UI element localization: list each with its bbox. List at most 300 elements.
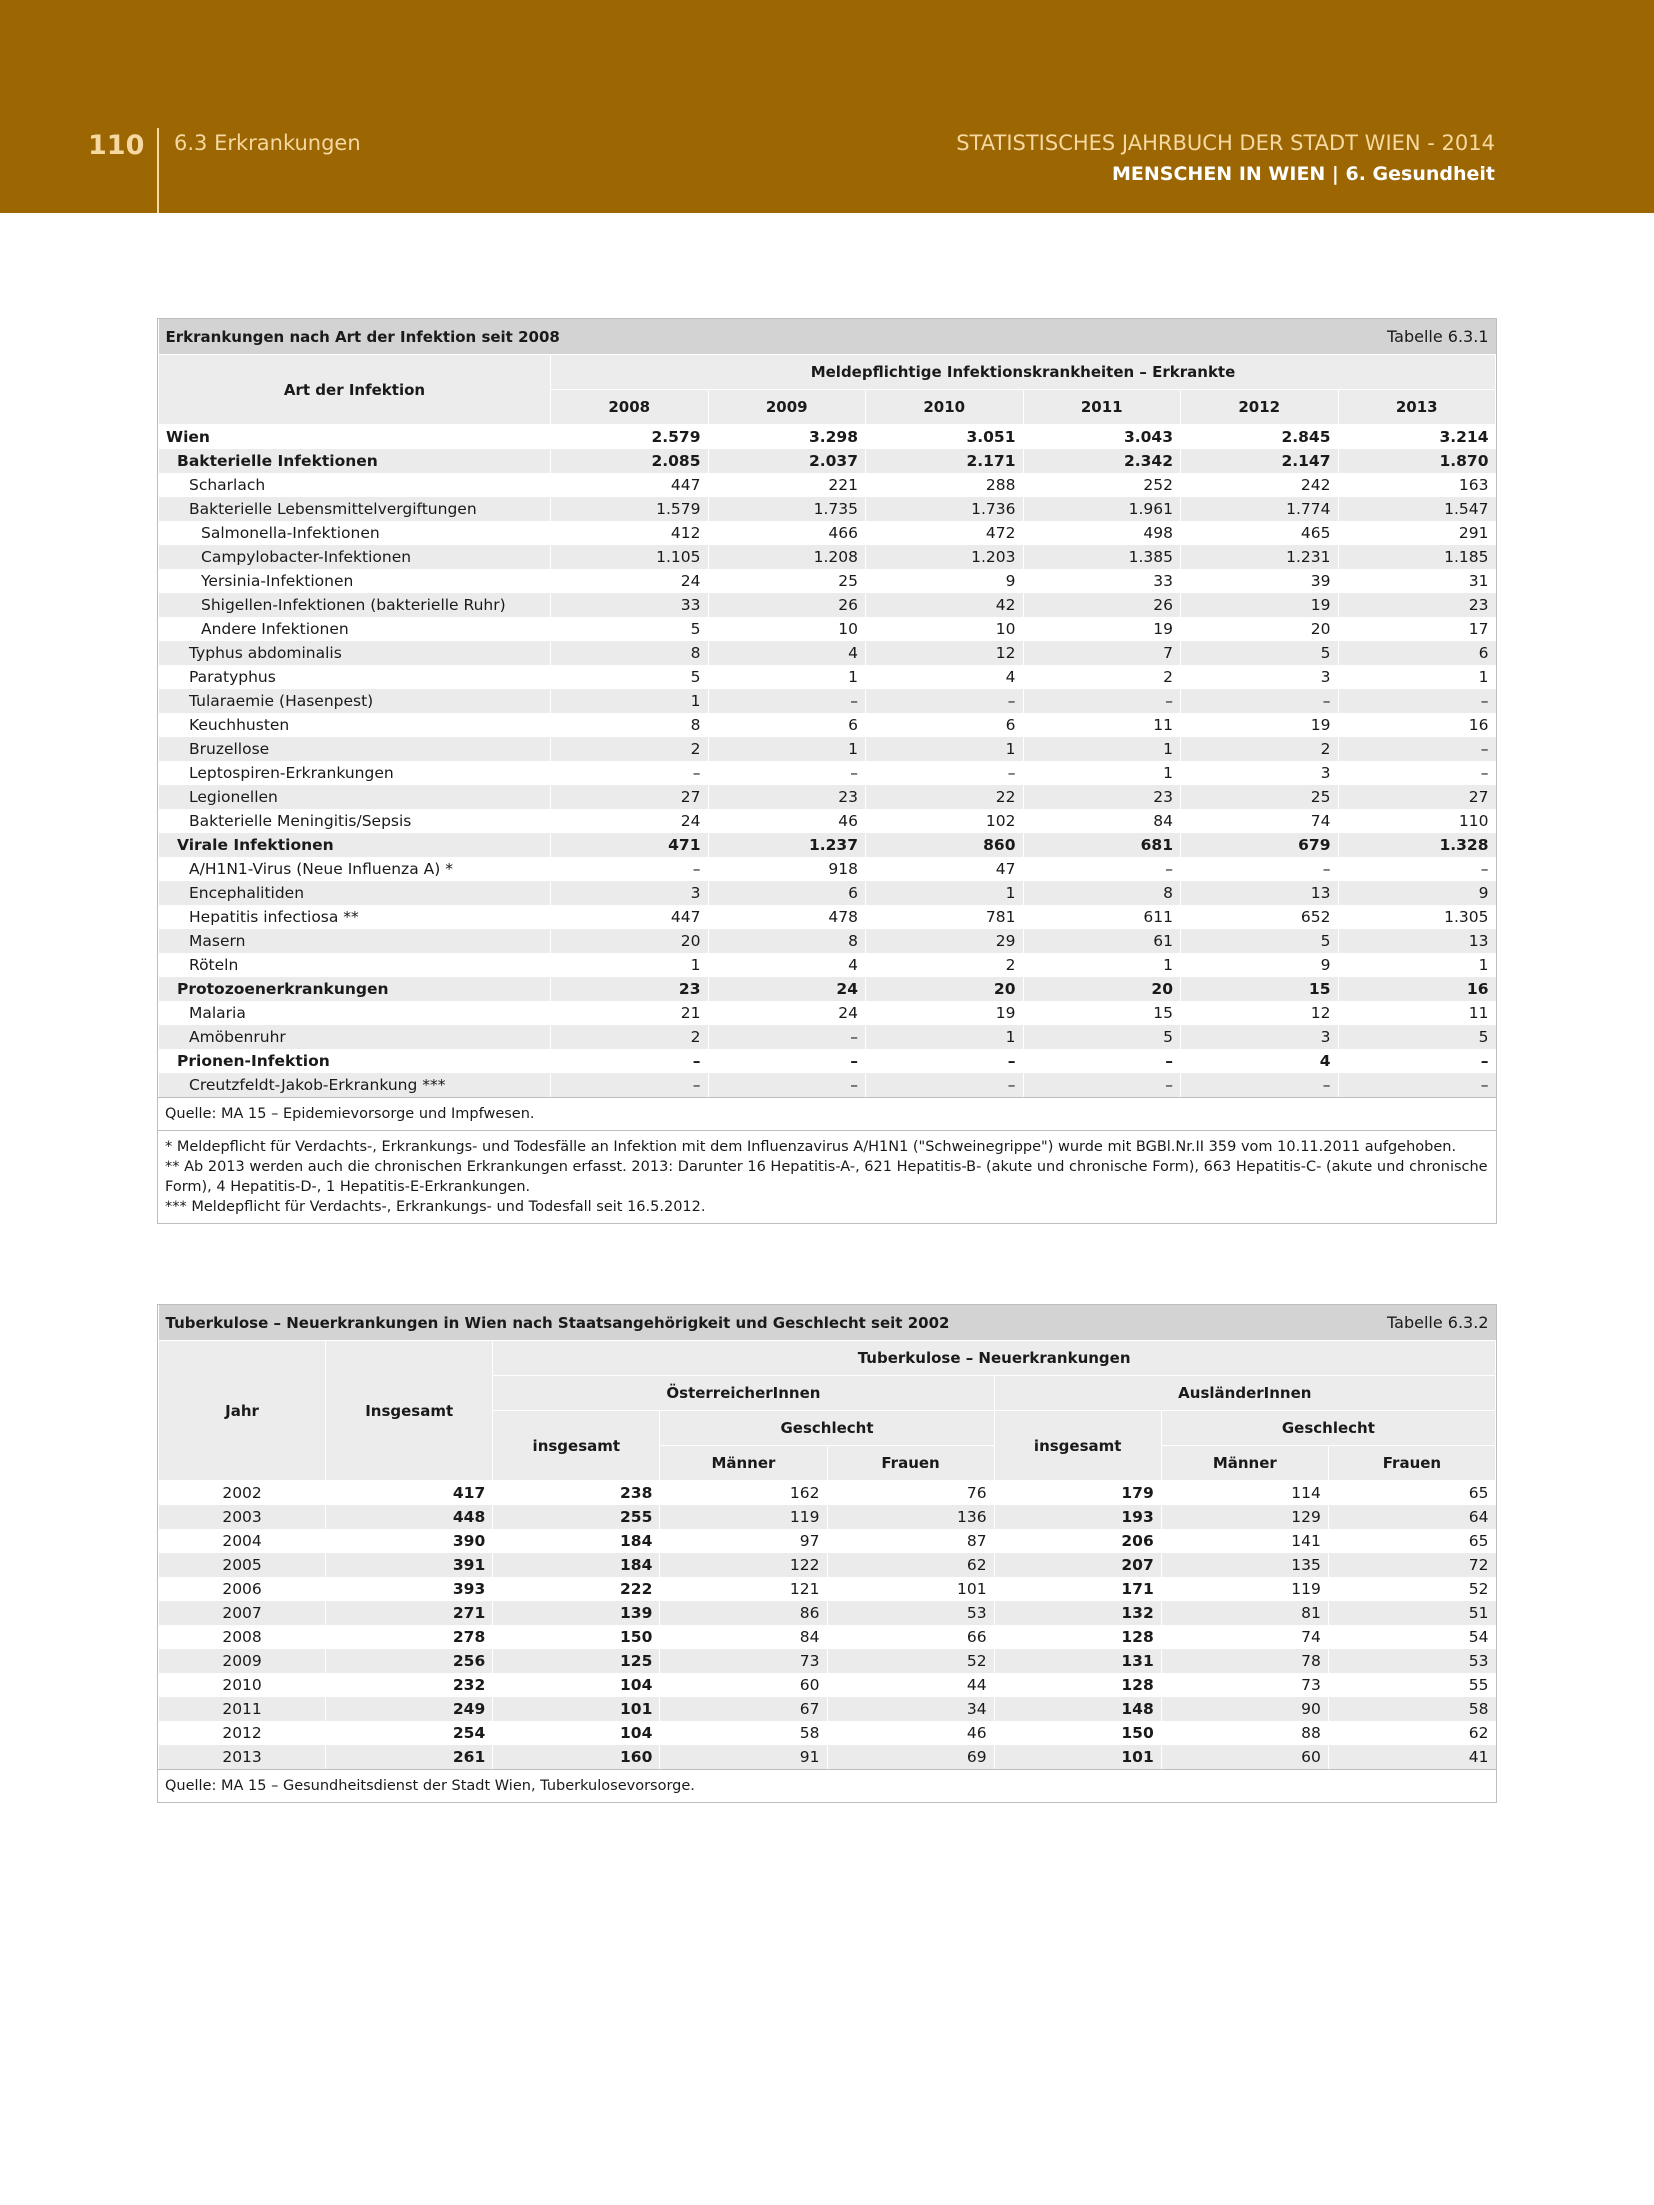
cell-value: 1.547 [1338,497,1496,521]
table-row [159,929,1496,953]
table-row [159,785,1496,809]
chapter-title: MENSCHEN IN WIEN | 6. Gesundheit [1112,163,1495,185]
cell-value: 66 [827,1625,994,1649]
row-label: Prionen-Infektion [159,1049,551,1073]
cell-value: 2.037 [708,449,866,473]
cell-value: 860 [866,833,1024,857]
cell-value: 114 [1161,1481,1328,1506]
cell-value: 24 [708,1001,866,1025]
table-title: Erkrankungen nach Art der Infektion seit 2008 [159,319,1181,355]
cell-value: 31 [1338,569,1496,593]
table-infections [157,318,1497,1224]
column-header-subtotal: insgesamt [994,1411,1161,1481]
cell-value: 390 [326,1529,493,1553]
cell-value: 53 [1328,1649,1495,1673]
column-header-women: Frauen [1328,1446,1495,1481]
row-label: Scharlach [159,473,551,497]
cell-value: 2 [1181,737,1339,761]
cell-value: 119 [1161,1577,1328,1601]
cell-value: 1.579 [551,497,709,521]
table-row [159,449,1496,473]
cell-value: 448 [326,1505,493,1529]
cell-value: 81 [1161,1601,1328,1625]
cell-value: 19 [866,1001,1024,1025]
cell-value: 3 [1181,761,1339,785]
row-label: Bruzellose [159,737,551,761]
cell-value: 150 [994,1721,1161,1745]
table-row [159,1529,1496,1553]
cell-value: 2 [551,1025,709,1049]
cell-value: 1 [551,953,709,977]
cell-value: 1 [1023,737,1181,761]
cell-value: 1 [1023,761,1181,785]
table-number: Tabelle 6.3.1 [1181,319,1496,355]
cell-value: 160 [493,1745,660,1769]
row-label: Typhus abdominalis [159,641,551,665]
cell-value: 13 [1181,881,1339,905]
cell-value: 101 [827,1577,994,1601]
cell-value: 9 [1181,953,1339,977]
table-tuberculosis [157,1304,1497,1803]
cell-value: 73 [1161,1673,1328,1697]
cell-value: 128 [994,1625,1161,1649]
column-header-austrians: ÖsterreicherInnen [493,1376,994,1411]
cell-value: 12 [1181,1001,1339,1025]
cell-value: 128 [994,1673,1161,1697]
cell-value: 652 [1181,905,1339,929]
cell-value: 9 [866,569,1024,593]
cell-value: 20 [866,977,1024,1001]
column-header-foreigners: AusländerInnen [994,1376,1495,1411]
cell-value: 8 [551,713,709,737]
cell-value: 24 [551,569,709,593]
cell-value: 255 [493,1505,660,1529]
cell-value: 1 [866,737,1024,761]
cell-value: 261 [326,1745,493,1769]
cell-value: – [551,1073,709,1097]
cell-value: 74 [1181,809,1339,833]
row-label: Tularaemie (Hasenpest) [159,689,551,713]
row-label: Creutzfeldt-Jakob-Erkrankung *** [159,1073,551,1097]
cell-value: 472 [866,521,1024,545]
cell-value: 471 [551,833,709,857]
cell-value: 24 [551,809,709,833]
column-group-header: Meldepflichtige Infektionskrankheiten – Erkrankte [551,355,1496,390]
cell-value: 249 [326,1697,493,1721]
cell-value: 46 [827,1721,994,1745]
cell-value: 78 [1161,1649,1328,1673]
cell-value: 271 [326,1601,493,1625]
table-row [159,1697,1496,1721]
cell-value: 7 [1023,641,1181,665]
cell-value: 73 [660,1649,827,1673]
cell-value: 122 [660,1553,827,1577]
table-number: Tabelle 6.3.2 [1161,1305,1495,1341]
table-row [159,593,1496,617]
cell-value: 412 [551,521,709,545]
cell-value: 44 [827,1673,994,1697]
table-row [159,1745,1496,1769]
cell-value: – [1338,857,1496,881]
year-header: 2011 [1023,390,1181,425]
cell-value: 8 [1023,881,1181,905]
row-label: Paratyphus [159,665,551,689]
cell-value: 65 [1328,1481,1495,1506]
cell-value: 27 [1338,785,1496,809]
cell-value: 2.845 [1181,425,1339,450]
cell-value: 222 [493,1577,660,1601]
cell-value: 104 [493,1721,660,1745]
cell-value: 1 [1338,665,1496,689]
cell-value: 61 [1023,929,1181,953]
cell-value: 1.736 [866,497,1024,521]
table-row [159,617,1496,641]
table-row [159,1649,1496,1673]
cell-value: 53 [827,1601,994,1625]
row-label: Hepatitis infectiosa ** [159,905,551,929]
cell-value: 1.735 [708,497,866,521]
cell-value: 86 [660,1601,827,1625]
cell-value: 33 [551,593,709,617]
cell-value: – [1338,737,1496,761]
row-year: 2013 [159,1745,326,1769]
cell-value: 29 [866,929,1024,953]
row-year: 2011 [159,1697,326,1721]
cell-value: 3.214 [1338,425,1496,450]
cell-value: 2.579 [551,425,709,450]
row-year: 2006 [159,1577,326,1601]
table-row [159,1577,1496,1601]
year-header: 2012 [1181,390,1339,425]
row-label: Campylobacter-Infektionen [159,545,551,569]
cell-value: 25 [708,569,866,593]
footnote: ** Ab 2013 werden auch die chronischen Erkrankungen erfasst. 2013: Darunter 16 Hepatitis-A-, 621 Hepatitis-B- (akute und chronische Form), 663 Hepatitis-C- (akute und chronische Form), 4 Hepatitis-D-, 1 Hepatitis-E-Erkrankungen. [165,1159,1488,1195]
cell-value: 1 [1023,953,1181,977]
row-label: Amöbenruhr [159,1025,551,1049]
cell-value: 5 [1023,1025,1181,1049]
cell-value: – [1023,857,1181,881]
cell-value: 3.043 [1023,425,1181,450]
cell-value: 1.385 [1023,545,1181,569]
row-label: Virale Infektionen [159,833,551,857]
cell-value: – [551,857,709,881]
cell-value: 417 [326,1481,493,1506]
cell-value: 498 [1023,521,1181,545]
cell-value: 206 [994,1529,1161,1553]
cell-value: 2.342 [1023,449,1181,473]
cell-value: 3 [1181,1025,1339,1049]
cell-value: 4 [866,665,1024,689]
page-header [0,0,1654,213]
cell-value: 1 [1338,953,1496,977]
cell-value: 24 [708,977,866,1001]
cell-value: 5 [1338,1025,1496,1049]
cell-value: 67 [660,1697,827,1721]
cell-value: 26 [1023,593,1181,617]
row-year: 2002 [159,1481,326,1506]
cell-value: 10 [866,617,1024,641]
cell-value: 4 [708,953,866,977]
cell-value: – [866,1073,1024,1097]
row-label: Salmonella-Infektionen [159,521,551,545]
cell-value: – [708,1073,866,1097]
cell-value: – [708,761,866,785]
cell-value: 102 [866,809,1024,833]
table-row [159,953,1496,977]
table-row [159,1073,1496,1097]
row-year: 2003 [159,1505,326,1529]
cell-value: 110 [1338,809,1496,833]
cell-value: 184 [493,1529,660,1553]
cell-value: 62 [1328,1721,1495,1745]
cell-value: 3.051 [866,425,1024,450]
year-header: 2009 [708,390,866,425]
cell-value: 20 [1181,617,1339,641]
table-row [159,713,1496,737]
table-body [159,425,1496,1098]
cell-value: 447 [551,473,709,497]
cell-value: 58 [1328,1697,1495,1721]
row-label: Leptospiren-Erkrankungen [159,761,551,785]
table-row [159,881,1496,905]
table-row [159,1025,1496,1049]
row-label: Andere Infektionen [159,617,551,641]
cell-value: 39 [1181,569,1339,593]
row-year: 2009 [159,1649,326,1673]
cell-value: 1.203 [866,545,1024,569]
cell-value: 119 [660,1505,827,1529]
cell-value: 1 [708,737,866,761]
cell-value: 256 [326,1649,493,1673]
cell-value: 88 [1161,1721,1328,1745]
cell-value: 23 [1023,785,1181,809]
cell-value: 162 [660,1481,827,1506]
cell-value: 6 [866,713,1024,737]
table-row [159,857,1496,881]
cell-value: 19 [1023,617,1181,641]
cell-value: 65 [1328,1529,1495,1553]
cell-value: 129 [1161,1505,1328,1529]
cell-value: 23 [1338,593,1496,617]
cell-value: – [708,1025,866,1049]
table-row [159,1553,1496,1577]
cell-value: 2.147 [1181,449,1339,473]
table-row [159,761,1496,785]
cell-value: 141 [1161,1529,1328,1553]
cell-value: 679 [1181,833,1339,857]
cell-value: – [1338,1073,1496,1097]
table-row [159,1721,1496,1745]
cell-value: – [1181,857,1339,881]
cell-value: 64 [1328,1505,1495,1529]
table-row [159,497,1496,521]
cell-value: 69 [827,1745,994,1769]
table-row [159,1673,1496,1697]
cell-value: 8 [551,641,709,665]
cell-value: 74 [1161,1625,1328,1649]
cell-value: 6 [708,713,866,737]
table-row [159,1481,1496,1506]
cell-value: 11 [1023,713,1181,737]
cell-value: 10 [708,617,866,641]
cell-value: 135 [1161,1553,1328,1577]
cell-value: 232 [326,1673,493,1697]
cell-value: 391 [326,1553,493,1577]
cell-value: 254 [326,1721,493,1745]
row-year: 2005 [159,1553,326,1577]
cell-value: – [551,1049,709,1073]
cell-value: 1 [866,881,1024,905]
cell-value: – [551,761,709,785]
row-year: 2008 [159,1625,326,1649]
cell-value: 3.298 [708,425,866,450]
cell-value: 2.171 [866,449,1024,473]
row-label: Wien [159,425,551,450]
cell-value: 781 [866,905,1024,929]
cell-value: 1.305 [1338,905,1496,929]
cell-value: – [1181,689,1339,713]
row-label: Shigellen-Infektionen (bakterielle Ruhr) [159,593,551,617]
table-row [159,1601,1496,1625]
footnote: *** Meldepflicht für Verdachts-, Erkrankungs- und Todesfall seit 16.5.2012. [165,1199,706,1215]
cell-value: 1 [866,1025,1024,1049]
cell-value: 91 [660,1745,827,1769]
yearbook-title: STATISTISCHES JAHRBUCH DER STADT WIEN - 2014 [956,131,1495,155]
cell-value: 393 [326,1577,493,1601]
cell-value: 611 [1023,905,1181,929]
cell-value: 4 [708,641,866,665]
cell-value: 13 [1338,929,1496,953]
footnote: * Meldepflicht für Verdachts-, Erkrankungs- und Todesfälle an Infektion mit dem Influenzavirus A/H1N1 ("Schweinegrippe") wurde mit BGBl.Nr.II 359 vom 10.11.2011 aufgehoben. [165,1139,1457,1155]
cell-value: 2 [1023,665,1181,689]
cell-value: 447 [551,905,709,929]
cell-value: 21 [551,1001,709,1025]
cell-value: 466 [708,521,866,545]
cell-value: 5 [551,665,709,689]
cell-value: 6 [1338,641,1496,665]
cell-value: 54 [1328,1625,1495,1649]
cell-value: – [1338,761,1496,785]
row-label: Röteln [159,953,551,977]
table-row [159,905,1496,929]
column-group-header: Tuberkulose – Neuerkrankungen [493,1341,1496,1376]
year-header: 2010 [866,390,1024,425]
table-row [159,977,1496,1001]
cell-value: – [708,689,866,713]
cell-value: 62 [827,1553,994,1577]
row-label: Bakterielle Lebensmittelvergiftungen [159,497,551,521]
cell-value: 60 [660,1673,827,1697]
cell-value: 1 [551,689,709,713]
cell-value: 288 [866,473,1024,497]
cell-value: 278 [326,1625,493,1649]
cell-value: – [1338,1049,1496,1073]
table-row [159,1049,1496,1073]
column-header-total: Insgesamt [326,1341,493,1481]
cell-value: 1.328 [1338,833,1496,857]
row-label: Masern [159,929,551,953]
cell-value: 291 [1338,521,1496,545]
row-label: Encephalitiden [159,881,551,905]
section-title: 6.3 Erkrankungen [174,131,361,155]
cell-value: 1.961 [1023,497,1181,521]
cell-value: 15 [1023,1001,1181,1025]
cell-value: 25 [1181,785,1339,809]
table-row [159,425,1496,450]
cell-value: 15 [1181,977,1339,1001]
column-header-subtotal: insgesamt [493,1411,660,1481]
row-year: 2010 [159,1673,326,1697]
row-label: Bakterielle Meningitis/Sepsis [159,809,551,833]
cell-value: 52 [1328,1577,1495,1601]
table-row [159,665,1496,689]
cell-value: 33 [1023,569,1181,593]
cell-value: 163 [1338,473,1496,497]
cell-value: 11 [1338,1001,1496,1025]
cell-value: 76 [827,1481,994,1506]
column-header-gender: Geschlecht [660,1411,994,1446]
cell-value: 6 [708,881,866,905]
cell-value: 125 [493,1649,660,1673]
cell-value: – [1023,1073,1181,1097]
cell-value: 478 [708,905,866,929]
table-row [159,1505,1496,1529]
cell-value: 1.231 [1181,545,1339,569]
cell-value: – [866,689,1024,713]
cell-value: 1.870 [1338,449,1496,473]
column-header-men: Männer [660,1446,827,1481]
cell-value: 1.774 [1181,497,1339,521]
cell-value: – [866,761,1024,785]
table-row [159,1625,1496,1649]
cell-value: 465 [1181,521,1339,545]
column-header-year: Jahr [159,1341,326,1481]
row-label: Malaria [159,1001,551,1025]
cell-value: 8 [708,929,866,953]
cell-value: 242 [1181,473,1339,497]
cell-value: 131 [994,1649,1161,1673]
cell-value: 97 [660,1529,827,1553]
cell-value: 193 [994,1505,1161,1529]
cell-value: 84 [660,1625,827,1649]
cell-value: 4 [1181,1049,1339,1073]
cell-value: 1.237 [708,833,866,857]
header-divider [157,128,159,213]
cell-value: 2.085 [551,449,709,473]
cell-value: 2 [866,953,1024,977]
cell-value: 2 [551,737,709,761]
column-header-men: Männer [1161,1446,1328,1481]
cell-value: 20 [1023,977,1181,1001]
table-source: Quelle: MA 15 – Gesundheitsdienst der Stadt Wien, Tuberkulosevorsorge. [158,1769,1496,1802]
cell-value: 55 [1328,1673,1495,1697]
cell-value: 1 [708,665,866,689]
cell-value: 19 [1181,713,1339,737]
cell-value: 52 [827,1649,994,1673]
cell-value: 104 [493,1673,660,1697]
row-year: 2012 [159,1721,326,1745]
cell-value: 5 [1181,641,1339,665]
table-row [159,737,1496,761]
table-row [159,1001,1496,1025]
row-label: Legionellen [159,785,551,809]
table-row [159,641,1496,665]
table-row [159,809,1496,833]
cell-value: 5 [1181,929,1339,953]
table-row [159,521,1496,545]
column-header-women: Frauen [827,1446,994,1481]
cell-value: 207 [994,1553,1161,1577]
